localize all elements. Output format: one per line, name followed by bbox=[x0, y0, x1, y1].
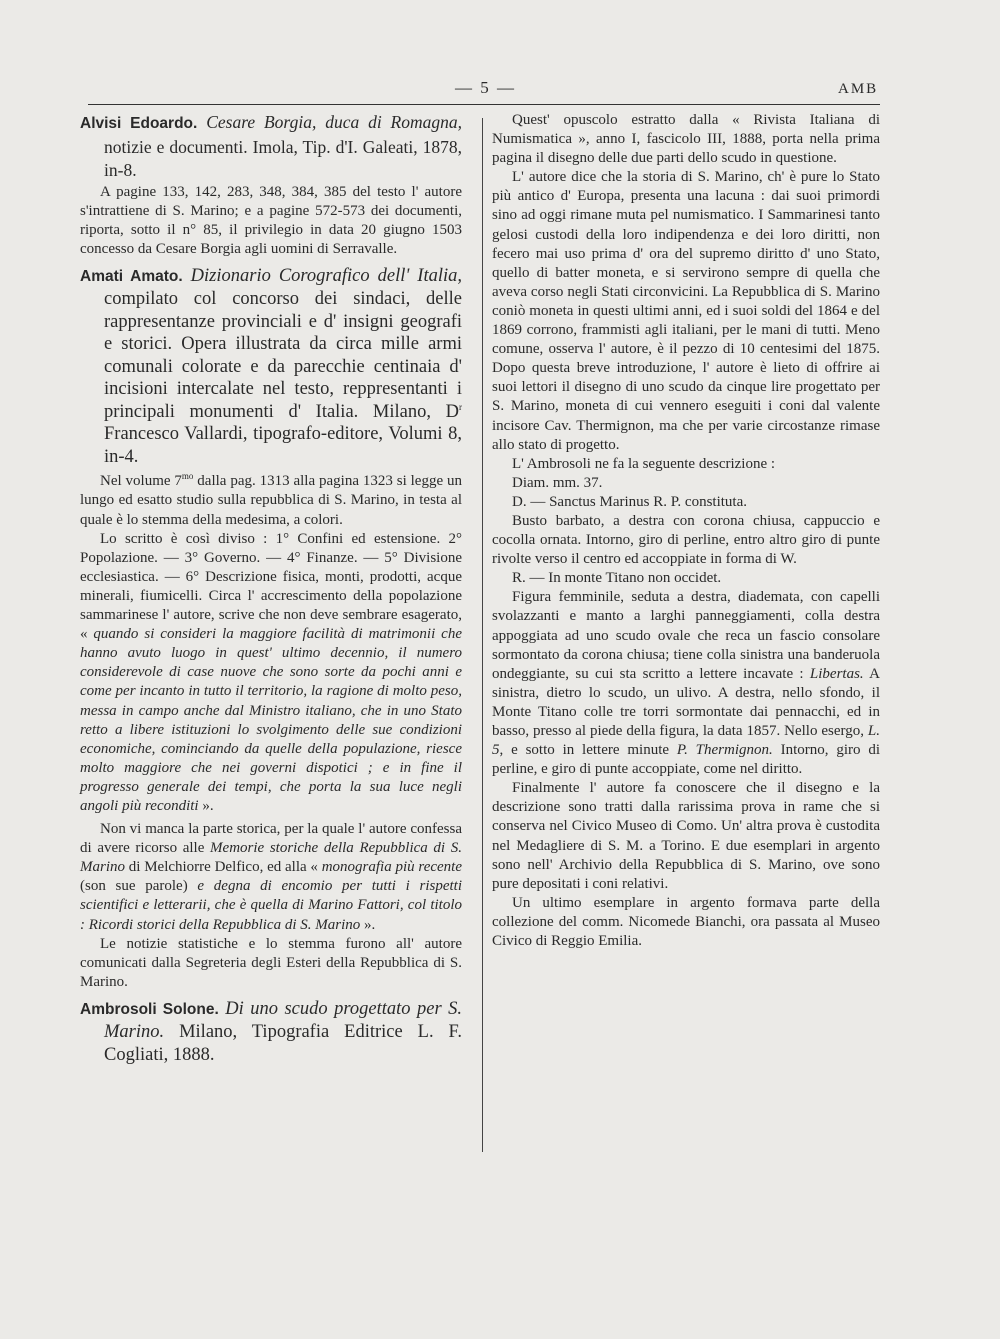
entry-title: Di uno scudo progettato per S. Marino. bbox=[104, 998, 462, 1043]
text: , e sotto in lettere minute bbox=[499, 742, 677, 759]
paragraph: L' Ambrosoli ne fa la seguente descrizione : bbox=[512, 455, 776, 472]
superscript: mo bbox=[181, 471, 194, 482]
right-column bbox=[492, 111, 880, 951]
quotation: e degna di encomio per tutti i rispetti scientifici e letterarii, che è quella di Marino Fattori, col titolo : Ricordi storici della Repubblica di S. Marino bbox=[80, 878, 462, 933]
text: dalla pag. 1313 alla pagina 1323 si legge un lungo ed esatto studio sulla repubblica di S. Marino, in testa al quale è lo stemma della medesima, a colori. bbox=[80, 473, 462, 528]
text: Figura femminile, seduta a destra, diademata, con capelli svolazzanti e manto a larghi panneggiamenti, colla destra appoggiata ad uno scudo ovale che reca un fascio consolare sormontato da corona chiusa; tiene colla sinistra una banderuola ondeggiante, su cui sta scritto a lettere incavate : bbox=[492, 589, 880, 682]
text: Intorno, giro di perline, e giro di punte accoppiate, come nel diritto. bbox=[492, 742, 880, 778]
text: Non vi manca la parte storica, per la quale l' autore confessa di avere ricorso alle bbox=[80, 821, 462, 857]
text: ». bbox=[360, 916, 376, 933]
quotation: quando si consideri la maggiore facilità di matrimonii che hanno avuto luogo in quest' ultimo decennio, il numero considerevole di case nuove che sono sorte da pochi anni e come per incanto in tutto il territorio, la ragione di molto peso, messa in campo anche dal Ministro italiano, che in uno Stato retto a libere istituzioni lo svolgimento delle sue condizioni economiche, cominciando da quelle della populazione, riesce molto maggiore che nei governi dispotici ; e in fine il progresso generale dei tempi, che porta la sua luce negli angoli più reconditi bbox=[80, 626, 462, 814]
entry-ambrosoli bbox=[80, 998, 462, 1067]
paragraph: D. — Sanctus Marinus R. P. constituta. bbox=[512, 493, 747, 510]
entry-title: Cesare Borgia, duca di Romagna, bbox=[206, 112, 462, 132]
text: ». bbox=[198, 797, 214, 814]
paragraph: Un ultimo esemplare in argento formava parte della collezione del comm. Nicomede Bianchi, ora passata al Museo Civico di Reggio Emilia. bbox=[492, 894, 880, 950]
paragraph bbox=[80, 472, 462, 529]
paragraph bbox=[80, 530, 462, 816]
paragraph: Finalmente l' autore fa conoscere che il disegno e la descrizione sono tratti dalla rarissima prova in rame che si conserva nel Civico Museo di Como. Un' altra prova è custodita nel Medagliere di S. M. a Torino. E due esemplari in argento sono nell' Archivio della Repubblica di S. Marino, ove sono pure depositati i coni relativi. bbox=[492, 780, 880, 892]
entry-publication: Milano, Tipografia Editrice L. F. Cogliati, 1888. bbox=[104, 1022, 462, 1065]
entry-author: Amati Amato. bbox=[80, 267, 183, 285]
paragraph: Busto barbato, a destra con corona chiusa, cappuccio e cocolla ornata. Intorno, giro di perline, entro altro giro di punte rivolte verso il centro ed accoppiate in forma di W. bbox=[492, 512, 880, 568]
left-column bbox=[80, 111, 462, 1066]
column-divider bbox=[482, 118, 483, 1152]
text: di Melchiorre Delfico, ed alla « bbox=[125, 859, 322, 876]
entry-title: Dizionario Corografico dell' Italia, bbox=[190, 265, 462, 286]
text: A sinistra, dietro lo scudo, un ulivo. A destra, nello sfondo, il Monte Titano colle tre torri sormontate dai pennacchi, ed in basso, presso al piede della figura, la data 1857. Nello esergo, bbox=[492, 665, 881, 739]
italic-text: P. Thermignon. bbox=[676, 742, 773, 759]
entry-author: Alvisi Edoardo. bbox=[80, 115, 198, 132]
paragraph: R. — In monte Titano non occidet. bbox=[512, 570, 722, 587]
entry-amati bbox=[80, 265, 462, 469]
text: Nel volume 7 bbox=[100, 473, 182, 490]
text: (son sue parole) bbox=[80, 878, 198, 895]
italic-title: Memorie storiche della Repubblica di S. Marino bbox=[80, 840, 462, 876]
paragraph: Le notizie statistiche e lo stemma furono all' autore comunicati dalla Segreteria degli Esteri della Repubblica di S. Marino. bbox=[80, 935, 462, 990]
text: Lo scritto è così diviso : 1° Confini ed estensione. 2° Popolazione. — 3° Governo. — 4° Finanze. — 5° Divisione ecclesiastica. — 6° Descrizione fisica, monti, prodotti, acque minerali, fiumicelli. Circa l' accrescimento della popolazione sammarinese l' autore, scrive che non deve sembrare esagerato, « bbox=[80, 530, 462, 643]
entry-publication-end: Francesco Vallardi, tipografo-editore, Volumi 8, in-4. bbox=[104, 424, 462, 467]
entry-note: A pagine 133, 142, 283, 348, 384, 385 del testo l' autore s'intrattiene di S. Marino; e a pagine 572-573 dei documenti, riporta, sotto il n° 85, il privilegio in data 20 giugno 1503 concesso da Cesare Borgia agli uomini di Serravalle. bbox=[80, 183, 462, 257]
paragraph bbox=[80, 820, 462, 935]
italic-text: L. 5 bbox=[492, 723, 880, 759]
entry-publication: compilato col concorso dei sindaci, delle rappresentanze provinciali e d' insigni geografi e storici. Opera illustrata da circa mille armi comunali colorate e da parecchie centinaia d' incisioni intercalate nel testo, reppresentanti i principali monumenti d' Italia. Milano, D bbox=[104, 289, 462, 422]
entry-alvisi bbox=[80, 111, 462, 183]
entry-author: Ambrosoli Solone. bbox=[80, 1000, 219, 1018]
quotation: monografia più recente bbox=[321, 859, 462, 876]
entry-publication: notizie e documenti. Imola, Tip. d'I. Galeati, 1878, in-8. bbox=[104, 136, 462, 180]
paragraph bbox=[492, 588, 880, 779]
italic-text: Libertas. bbox=[809, 665, 864, 682]
header-rule bbox=[88, 104, 880, 105]
paragraph: Quest' opuscolo estratto dalla « Rivista Italiana di Numismatica », anno I, fascicolo III, 1888, porta nella prima pagina il disegno delle due parti dello scudo in questione. bbox=[492, 112, 880, 167]
paragraph: L' autore dice che la storia di S. Marino, ch' è pure lo Stato più antico d' Europa, presenta una lacuna : dai suoi primordi sino ad oggi rimane muta pel numismatico. I Sammarinesi tanto gelosi custodi della loro indipendenza e dei loro diritti, non fecero mai uso prima d' ora del supremo diritto d' uno Stato, quello di batter moneta, e si servirono sempre di quella che aveva corso negli Stati circonvicini. La Repubblica di S. Marino coniò moneta in questi ultimi anni, ed i suoi soldi del 1864 e del 1869 corrono, frammisti agli italiani, per le mani di tutti. Meno comune, osserva l' autore, è il pezzo di 10 centesimi del 1875. Dopo questa breve introduzione, l' autore è lieto di offrire ai suoi lettori il disegno di uno scudo da cinque lire progettato per S. Marino, moneta di cui vennero eseguiti i coni dal valente incisore Cav. Thermignon, ma che per varie circostanze rimase allo stato di progetto. bbox=[492, 169, 880, 453]
paragraph: Diam. mm. 37. bbox=[512, 474, 603, 491]
section-heading: AMB bbox=[838, 81, 879, 97]
superscript: r bbox=[459, 401, 462, 412]
page-number: — 5 — bbox=[455, 78, 516, 97]
